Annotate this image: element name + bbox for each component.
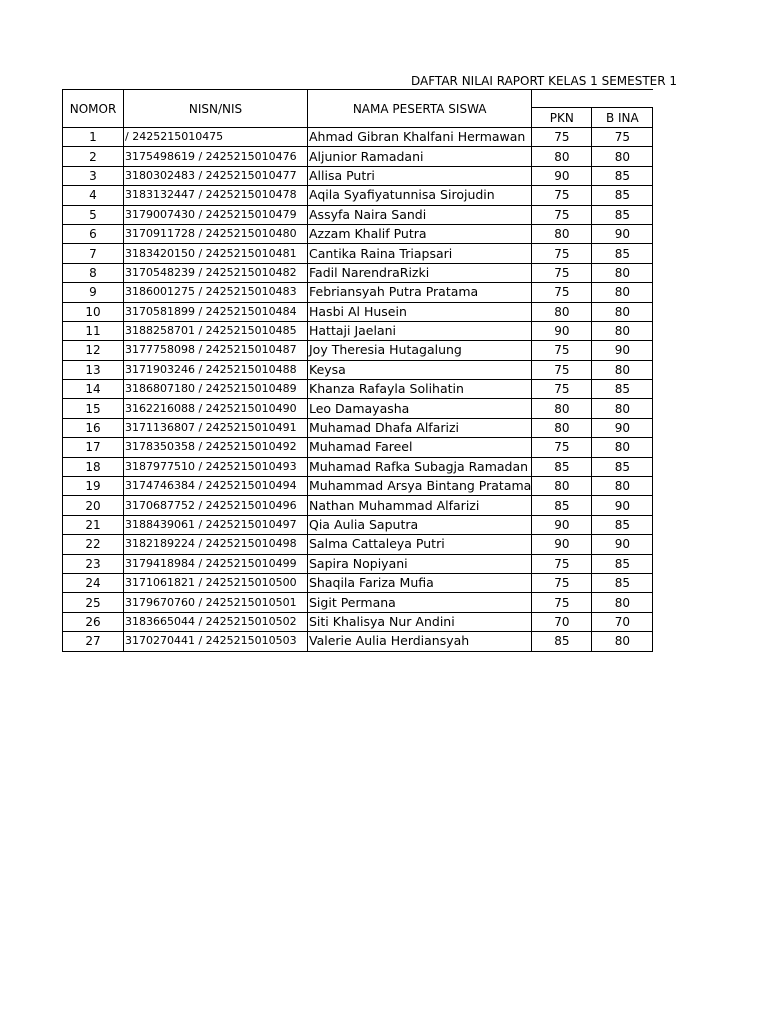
- cell-bina: 85: [592, 457, 653, 476]
- cell-bina: 90: [592, 535, 653, 554]
- cell-pkn: 75: [532, 573, 592, 592]
- cell-nomor: 16: [63, 418, 124, 437]
- cell-pkn: 85: [532, 496, 592, 515]
- cell-pkn: 75: [532, 283, 592, 302]
- cell-pkn: 90: [532, 515, 592, 534]
- cell-nomor: 11: [63, 321, 124, 340]
- cell-bina: 85: [592, 244, 653, 263]
- header-nomor: NOMOR: [63, 90, 124, 128]
- cell-nama: Leo Damayasha: [308, 399, 532, 418]
- cell-nama: Sigit Permana: [308, 593, 532, 612]
- cell-nomor: 19: [63, 477, 124, 496]
- cell-nisn: 3188439061 / 2425215010497: [124, 515, 308, 534]
- cell-nisn: 3171136807 / 2425215010491: [124, 418, 308, 437]
- table-body: [63, 128, 653, 652]
- cell-nama: Febriansyah Putra Pratama: [308, 283, 532, 302]
- cell-nama: Muhamad Rafka Subagja Ramadan: [308, 457, 532, 476]
- cell-nama: Qia Aulia Saputra: [308, 515, 532, 534]
- cell-nomor: 9: [63, 283, 124, 302]
- cell-nisn: 3162216088 / 2425215010490: [124, 399, 308, 418]
- cell-bina: 85: [592, 380, 653, 399]
- header-nama: NAMA PESERTA SISWA: [308, 90, 532, 128]
- cell-nomor: 21: [63, 515, 124, 534]
- table-row: [63, 360, 653, 379]
- cell-pkn: 75: [532, 244, 592, 263]
- table-row: [63, 380, 653, 399]
- cell-pkn: 85: [532, 632, 592, 651]
- cell-bina: 80: [592, 477, 653, 496]
- cell-bina: 85: [592, 573, 653, 592]
- table-row: [63, 302, 653, 321]
- cell-nama: Cantika Raina Triapsari: [308, 244, 532, 263]
- cell-nomor: 4: [63, 186, 124, 205]
- grades-table: [62, 89, 653, 652]
- cell-bina: 90: [592, 224, 653, 243]
- sheet-title: DAFTAR NILAI RAPORT KELAS 1 SEMESTER 1: [411, 74, 678, 88]
- cell-nomor: 3: [63, 166, 124, 185]
- cell-nama: Aqila Syafiyatunnisa Sirojudin: [308, 186, 532, 205]
- cell-nisn: 3180302483 / 2425215010477: [124, 166, 308, 185]
- cell-nomor: 13: [63, 360, 124, 379]
- cell-bina: 85: [592, 205, 653, 224]
- cell-nisn: 3186807180 / 2425215010489: [124, 380, 308, 399]
- table-row: [63, 186, 653, 205]
- cell-bina: 80: [592, 632, 653, 651]
- cell-nomor: 24: [63, 573, 124, 592]
- cell-nisn: 3183665044 / 2425215010502: [124, 612, 308, 631]
- table-row: [63, 341, 653, 360]
- cell-nisn: 3178350358 / 2425215010492: [124, 438, 308, 457]
- cell-nisn: 3170911728 / 2425215010480: [124, 224, 308, 243]
- cell-pkn: 70: [532, 612, 592, 631]
- cell-nama: Salma Cattaleya Putri: [308, 535, 532, 554]
- cell-pkn: 80: [532, 147, 592, 166]
- table-row: [63, 438, 653, 457]
- cell-pkn: 85: [532, 457, 592, 476]
- cell-nomor: 6: [63, 224, 124, 243]
- table-row: [63, 418, 653, 437]
- cell-bina: 80: [592, 283, 653, 302]
- cell-bina: 80: [592, 360, 653, 379]
- cell-nomor: 22: [63, 535, 124, 554]
- table-row: [63, 321, 653, 340]
- cell-nisn: 3187977510 / 2425215010493: [124, 457, 308, 476]
- cell-nomor: 17: [63, 438, 124, 457]
- cell-bina: 80: [592, 399, 653, 418]
- cell-nisn: 3182189224 / 2425215010498: [124, 535, 308, 554]
- header-row-top: [63, 90, 653, 108]
- cell-nama: Aljunior Ramadani: [308, 147, 532, 166]
- cell-nisn: 3170548239 / 2425215010482: [124, 263, 308, 282]
- cell-pkn: 75: [532, 205, 592, 224]
- cell-nisn: 3183420150 / 2425215010481: [124, 244, 308, 263]
- table-row: [63, 515, 653, 534]
- cell-nisn: 3170270441 / 2425215010503: [124, 632, 308, 651]
- cell-nama: Khanza Rafayla Solihatin: [308, 380, 532, 399]
- cell-nama: Allisa Putri: [308, 166, 532, 185]
- cell-nomor: 1: [63, 128, 124, 147]
- cell-bina: 85: [592, 515, 653, 534]
- cell-bina: 85: [592, 186, 653, 205]
- cell-nisn: 3186001275 / 2425215010483: [124, 283, 308, 302]
- cell-bina: 85: [592, 166, 653, 185]
- table-row: [63, 128, 653, 147]
- cell-nomor: 26: [63, 612, 124, 631]
- cell-nomor: 2: [63, 147, 124, 166]
- cell-nomor: 23: [63, 554, 124, 573]
- cell-pkn: 75: [532, 438, 592, 457]
- cell-nomor: 8: [63, 263, 124, 282]
- cell-pkn: 80: [532, 477, 592, 496]
- cell-pkn: 80: [532, 224, 592, 243]
- cell-nama: Nathan Muhammad Alfarizi: [308, 496, 532, 515]
- cell-pkn: 80: [532, 418, 592, 437]
- cell-nisn: 3179007430 / 2425215010479: [124, 205, 308, 224]
- table-row: [63, 147, 653, 166]
- cell-nomor: 15: [63, 399, 124, 418]
- cell-nisn: 3179418984 / 2425215010499: [124, 554, 308, 573]
- cell-nisn: 3175498619 / 2425215010476: [124, 147, 308, 166]
- table-row: [63, 244, 653, 263]
- cell-bina: 80: [592, 593, 653, 612]
- cell-pkn: 90: [532, 535, 592, 554]
- cell-nisn: 3171903246 / 2425215010488: [124, 360, 308, 379]
- cell-pkn: 75: [532, 554, 592, 573]
- cell-nomor: 5: [63, 205, 124, 224]
- cell-pkn: 80: [532, 302, 592, 321]
- table-row: [63, 205, 653, 224]
- cell-pkn: 75: [532, 593, 592, 612]
- table-row: [63, 535, 653, 554]
- cell-nisn: 3170581899 / 2425215010484: [124, 302, 308, 321]
- cell-nama: Hasbi Al Husein: [308, 302, 532, 321]
- cell-nama: Valerie Aulia Herdiansyah: [308, 632, 532, 651]
- cell-pkn: 75: [532, 360, 592, 379]
- cell-nisn: 3188258701 / 2425215010485: [124, 321, 308, 340]
- cell-bina: 70: [592, 612, 653, 631]
- table-row: [63, 612, 653, 631]
- cell-pkn: 75: [532, 341, 592, 360]
- table-row: [63, 477, 653, 496]
- cell-nomor: 25: [63, 593, 124, 612]
- cell-nomor: 12: [63, 341, 124, 360]
- cell-nama: Shaqila Fariza Mufia: [308, 573, 532, 592]
- cell-nama: Muhammad Arsya Bintang Pratama: [308, 477, 532, 496]
- cell-nomor: 27: [63, 632, 124, 651]
- table-row: [63, 166, 653, 185]
- table-row: [63, 496, 653, 515]
- cell-pkn: 80: [532, 399, 592, 418]
- cell-pkn: 90: [532, 166, 592, 185]
- cell-nisn: 3183132447 / 2425215010478: [124, 186, 308, 205]
- cell-nisn: 3179670760 / 2425215010501: [124, 593, 308, 612]
- table-row: [63, 224, 653, 243]
- cell-nama: Joy Theresia Hutagalung: [308, 341, 532, 360]
- cell-bina: 90: [592, 496, 653, 515]
- table-row: [63, 263, 653, 282]
- cell-nama: Fadil NarendraRizki: [308, 263, 532, 282]
- cell-bina: 75: [592, 128, 653, 147]
- table-row: [63, 573, 653, 592]
- cell-nama: Keysa: [308, 360, 532, 379]
- cell-nama: Assyfa Naira Sandi: [308, 205, 532, 224]
- table-header: [63, 90, 653, 128]
- cell-nisn: 3171061821 / 2425215010500: [124, 573, 308, 592]
- table-row: [63, 632, 653, 651]
- cell-bina: 80: [592, 321, 653, 340]
- header-pkn: PKN: [532, 108, 592, 128]
- table-row: [63, 457, 653, 476]
- cell-pkn: 75: [532, 186, 592, 205]
- cell-nisn: 3174746384 / 2425215010494: [124, 477, 308, 496]
- cell-nama: Ahmad Gibran Khalfani Hermawan: [308, 128, 532, 147]
- cell-bina: 90: [592, 341, 653, 360]
- header-nisn: NISN/NIS: [124, 90, 308, 128]
- cell-nisn: 3170687752 / 2425215010496: [124, 496, 308, 515]
- cell-pkn: 75: [532, 263, 592, 282]
- table-row: [63, 283, 653, 302]
- cell-pkn: 75: [532, 380, 592, 399]
- cell-nisn: 3177758098 / 2425215010487: [124, 341, 308, 360]
- cell-bina: 80: [592, 147, 653, 166]
- cell-nomor: 18: [63, 457, 124, 476]
- cell-pkn: 90: [532, 321, 592, 340]
- table-row: [63, 554, 653, 573]
- cell-nama: Siti Khalisya Nur Andini: [308, 612, 532, 631]
- cell-bina: 80: [592, 302, 653, 321]
- cell-nisn: / 2425215010475: [124, 128, 308, 147]
- cell-bina: 80: [592, 263, 653, 282]
- table-row: [63, 399, 653, 418]
- cell-nama: Hattaji Jaelani: [308, 321, 532, 340]
- header-subject-group: [532, 90, 653, 108]
- cell-nomor: 10: [63, 302, 124, 321]
- table-row: [63, 593, 653, 612]
- cell-nama: Sapira Nopiyani: [308, 554, 532, 573]
- cell-nomor: 20: [63, 496, 124, 515]
- cell-bina: 90: [592, 418, 653, 437]
- header-bina: B INA: [592, 108, 653, 128]
- cell-nama: Muhamad Fareel: [308, 438, 532, 457]
- cell-pkn: 75: [532, 128, 592, 147]
- cell-bina: 85: [592, 554, 653, 573]
- cell-nomor: 14: [63, 380, 124, 399]
- cell-bina: 80: [592, 438, 653, 457]
- cell-nomor: 7: [63, 244, 124, 263]
- cell-nama: Muhamad Dhafa Alfarizi: [308, 418, 532, 437]
- cell-nama: Azzam Khalif Putra: [308, 224, 532, 243]
